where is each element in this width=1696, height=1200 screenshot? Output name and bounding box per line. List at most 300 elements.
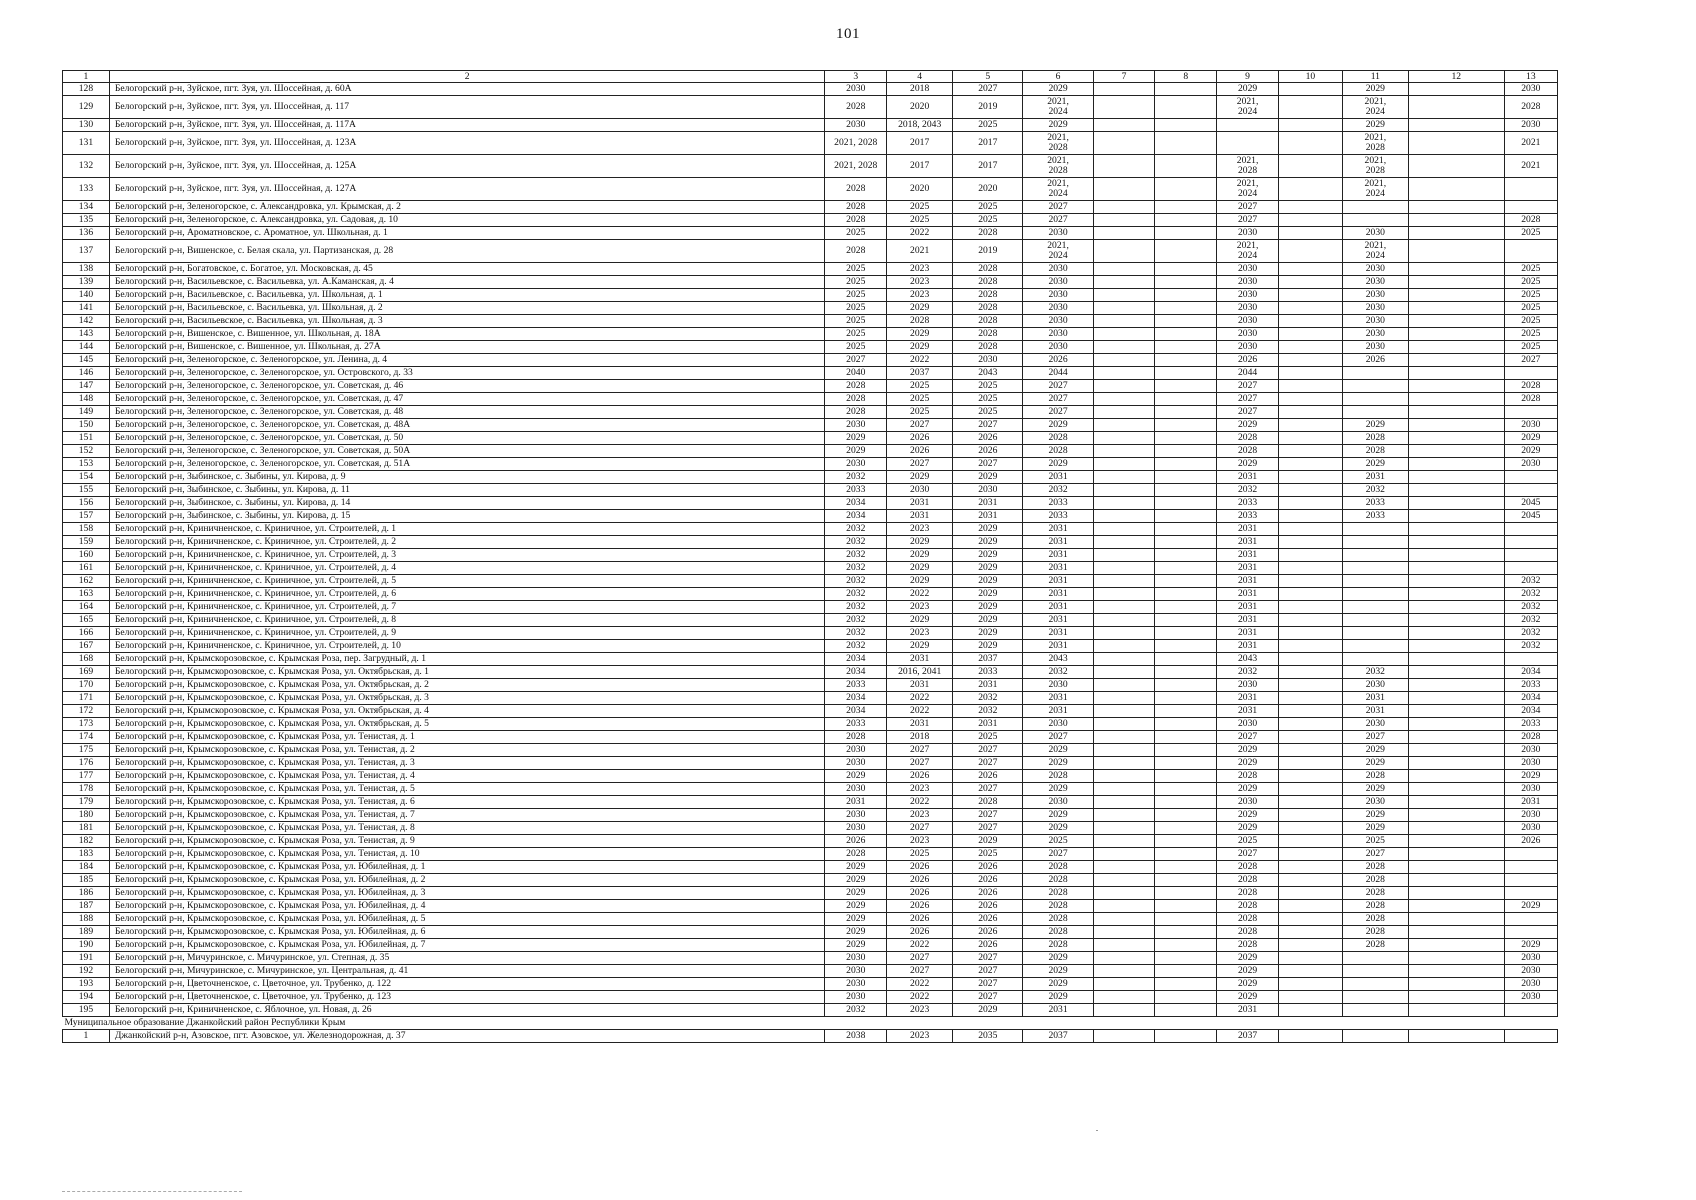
year-cell-c8 bbox=[1155, 627, 1217, 640]
row-number: 191 bbox=[63, 952, 110, 965]
year-cell-c9: 2028 bbox=[1217, 926, 1279, 939]
table-row bbox=[63, 575, 1558, 588]
year-cell-c10 bbox=[1278, 822, 1342, 835]
year-cell-c9: 2029 bbox=[1217, 783, 1279, 796]
section-title: Муниципальное образование Джанкойский район Республики Крым bbox=[63, 1017, 1558, 1030]
year-cell-c5: 2027 bbox=[953, 809, 1023, 822]
year-cell-c6: 2030 bbox=[1023, 718, 1093, 731]
row-number: 162 bbox=[63, 575, 110, 588]
address-cell: Белогорский р-н, Зеленогорское, с. Зеленогорское, ул. Советская, д. 51А bbox=[109, 458, 825, 471]
year-cell-c5: 2031 bbox=[953, 718, 1023, 731]
year-cell-c6: 2044 bbox=[1023, 367, 1093, 380]
table-row bbox=[63, 510, 1558, 523]
year-cell-c7 bbox=[1093, 263, 1155, 276]
year-cell-c3: 2029 bbox=[825, 432, 887, 445]
row-number: 165 bbox=[63, 614, 110, 627]
year-cell-c9: 2029 bbox=[1217, 952, 1279, 965]
year-cell-c13: 2033 bbox=[1504, 718, 1557, 731]
year-cell-c6: 2030 bbox=[1023, 302, 1093, 315]
year-cell-c5: 2031 bbox=[953, 679, 1023, 692]
address-cell: Белогорский р-н, Крымскорозовское, с. Крымская Роза, ул. Тенистая, д. 5 bbox=[109, 783, 825, 796]
year-cell-c5: 2027 bbox=[953, 744, 1023, 757]
row-number: 186 bbox=[63, 887, 110, 900]
year-cell-c6: 2029 bbox=[1023, 83, 1093, 96]
year-cell-c13 bbox=[1504, 1004, 1557, 1017]
table-row bbox=[63, 276, 1558, 289]
year-cell-c3: 2030 bbox=[825, 991, 887, 1004]
year-cell-c5: 2019 bbox=[953, 240, 1023, 263]
year-cell-c10 bbox=[1278, 1004, 1342, 1017]
year-cell-c3: 2028 bbox=[825, 848, 887, 861]
address-cell: Белогорский р-н, Зеленогорское, с. Зеленогорское, ул. Советская, д. 50А bbox=[109, 445, 825, 458]
year-cell-c9: 2031 bbox=[1217, 536, 1279, 549]
year-cell-c10 bbox=[1278, 214, 1342, 227]
year-cell-c6: 2028 bbox=[1023, 874, 1093, 887]
table-row bbox=[63, 367, 1558, 380]
year-cell-c7 bbox=[1093, 83, 1155, 96]
year-cell-c5: 2020 bbox=[953, 178, 1023, 201]
year-cell-c7 bbox=[1093, 315, 1155, 328]
year-cell-c12 bbox=[1408, 601, 1504, 614]
year-cell-c10 bbox=[1278, 227, 1342, 240]
year-cell-c5: 2029 bbox=[953, 640, 1023, 653]
year-cell-c8 bbox=[1155, 1030, 1217, 1043]
year-cell-c5: 2026 bbox=[953, 861, 1023, 874]
year-cell-c11: 2030 bbox=[1342, 315, 1408, 328]
year-cell-c5: 2029 bbox=[953, 627, 1023, 640]
year-cell-c4: 2023 bbox=[887, 601, 953, 614]
year-cell-c11: 2029 bbox=[1342, 783, 1408, 796]
year-cell-c13 bbox=[1504, 549, 1557, 562]
year-cell-c10 bbox=[1278, 432, 1342, 445]
year-cell-c3: 2025 bbox=[825, 302, 887, 315]
year-cell-c6: 2028 bbox=[1023, 432, 1093, 445]
year-cell-c6: 2030 bbox=[1023, 796, 1093, 809]
address-cell: Белогорский р-н, Цветочненское, с. Цветочное, ул. Трубенко, д. 123 bbox=[109, 991, 825, 1004]
year-cell-c10 bbox=[1278, 119, 1342, 132]
address-cell: Белогорский р-н, Крымскорозовское, с. Крымская Роза, ул. Тенистая, д. 10 bbox=[109, 848, 825, 861]
table-row bbox=[63, 132, 1558, 155]
year-cell-c9: 2021, 2024 bbox=[1217, 240, 1279, 263]
year-cell-c3: 2032 bbox=[825, 588, 887, 601]
year-cell-c13: 2029 bbox=[1504, 432, 1557, 445]
year-cell-c8 bbox=[1155, 614, 1217, 627]
column-number-12: 12 bbox=[1408, 71, 1504, 83]
table-row bbox=[63, 679, 1558, 692]
address-cell: Белогорский р-н, Крымскорозовское, с. Крымская Роза, ул. Тенистая, д. 8 bbox=[109, 822, 825, 835]
year-cell-c11 bbox=[1342, 536, 1408, 549]
year-cell-c12 bbox=[1408, 214, 1504, 227]
year-cell-c6: 2029 bbox=[1023, 744, 1093, 757]
year-cell-c12 bbox=[1408, 926, 1504, 939]
year-cell-c13 bbox=[1504, 178, 1557, 201]
year-cell-c4: 2029 bbox=[887, 536, 953, 549]
year-cell-c11 bbox=[1342, 380, 1408, 393]
year-cell-c10 bbox=[1278, 367, 1342, 380]
year-cell-c8 bbox=[1155, 263, 1217, 276]
year-cell-c10 bbox=[1278, 627, 1342, 640]
year-cell-c5: 2028 bbox=[953, 263, 1023, 276]
year-cell-c9: 2030 bbox=[1217, 796, 1279, 809]
table-row bbox=[63, 965, 1558, 978]
year-cell-c8 bbox=[1155, 458, 1217, 471]
year-cell-c10 bbox=[1278, 718, 1342, 731]
year-cell-c12 bbox=[1408, 445, 1504, 458]
table-row bbox=[63, 315, 1558, 328]
table-row bbox=[63, 744, 1558, 757]
table-row bbox=[63, 549, 1558, 562]
year-cell-c5: 2026 bbox=[953, 939, 1023, 952]
address-cell: Белогорский р-н, Васильевское, с. Васильевка, ул. Школьная, д. 3 bbox=[109, 315, 825, 328]
year-cell-c10 bbox=[1278, 965, 1342, 978]
year-cell-c9: 2029 bbox=[1217, 991, 1279, 1004]
year-cell-c7 bbox=[1093, 575, 1155, 588]
year-cell-c6: 2030 bbox=[1023, 227, 1093, 240]
row-number: 147 bbox=[63, 380, 110, 393]
year-cell-c8 bbox=[1155, 822, 1217, 835]
address-cell: Белогорский р-н, Крымскорозовское, с. Крымская Роза, ул. Юбилейная, д. 1 bbox=[109, 861, 825, 874]
year-cell-c7 bbox=[1093, 809, 1155, 822]
table-row bbox=[63, 289, 1558, 302]
year-cell-c10 bbox=[1278, 614, 1342, 627]
year-cell-c4: 2027 bbox=[887, 458, 953, 471]
year-cell-c12 bbox=[1408, 809, 1504, 822]
address-cell: Белогорский р-н, Ароматновское, с. Ароматное, ул. Школьная, д. 1 bbox=[109, 227, 825, 240]
year-cell-c4: 2022 bbox=[887, 354, 953, 367]
year-cell-c9: 2030 bbox=[1217, 302, 1279, 315]
year-cell-c6: 2030 bbox=[1023, 341, 1093, 354]
row-number: 163 bbox=[63, 588, 110, 601]
year-cell-c4: 2025 bbox=[887, 201, 953, 214]
year-cell-c12 bbox=[1408, 783, 1504, 796]
address-cell: Белогорский р-н, Зыбинское, с. Зыбины, ул. Кирова, д. 15 bbox=[109, 510, 825, 523]
year-cell-c9: 2029 bbox=[1217, 419, 1279, 432]
row-number: 150 bbox=[63, 419, 110, 432]
year-cell-c8 bbox=[1155, 510, 1217, 523]
year-cell-c5: 2029 bbox=[953, 601, 1023, 614]
year-cell-c8 bbox=[1155, 276, 1217, 289]
year-cell-c8 bbox=[1155, 900, 1217, 913]
year-cell-c3: 2030 bbox=[825, 119, 887, 132]
row-number: 171 bbox=[63, 692, 110, 705]
year-cell-c7 bbox=[1093, 96, 1155, 119]
row-number: 176 bbox=[63, 757, 110, 770]
address-cell: Белогорский р-н, Зуйское, пгт. Зуя, ул. Шоссейная, д. 125А bbox=[109, 155, 825, 178]
year-cell-c7 bbox=[1093, 201, 1155, 214]
year-cell-c11: 2030 bbox=[1342, 718, 1408, 731]
year-cell-c6: 2031 bbox=[1023, 614, 1093, 627]
year-cell-c10 bbox=[1278, 666, 1342, 679]
year-cell-c7 bbox=[1093, 276, 1155, 289]
address-cell: Белогорский р-н, Васильевское, с. Васильевка, ул. А.Каманская, д. 4 bbox=[109, 276, 825, 289]
year-cell-c9: 2029 bbox=[1217, 965, 1279, 978]
year-cell-c3: 2032 bbox=[825, 1004, 887, 1017]
year-cell-c5: 2031 bbox=[953, 497, 1023, 510]
year-cell-c10 bbox=[1278, 497, 1342, 510]
year-cell-c9: 2033 bbox=[1217, 497, 1279, 510]
year-cell-c8 bbox=[1155, 1004, 1217, 1017]
year-cell-c3: 2032 bbox=[825, 536, 887, 549]
year-cell-c11: 2021, 2028 bbox=[1342, 155, 1408, 178]
year-cell-c11: 2029 bbox=[1342, 744, 1408, 757]
year-cell-c11: 2032 bbox=[1342, 666, 1408, 679]
year-cell-c4: 2027 bbox=[887, 952, 953, 965]
year-cell-c12 bbox=[1408, 614, 1504, 627]
address-cell: Белогорский р-н, Криничненское, с. Яблочное, ул. Новая, д. 26 bbox=[109, 1004, 825, 1017]
year-cell-c8 bbox=[1155, 315, 1217, 328]
year-cell-c6: 2028 bbox=[1023, 861, 1093, 874]
year-cell-c7 bbox=[1093, 341, 1155, 354]
year-cell-c10 bbox=[1278, 926, 1342, 939]
year-cell-c3: 2028 bbox=[825, 214, 887, 227]
year-cell-c3: 2032 bbox=[825, 549, 887, 562]
year-cell-c5: 2028 bbox=[953, 341, 1023, 354]
row-number: 144 bbox=[63, 341, 110, 354]
address-cell: Белогорский р-н, Крымскорозовское, с. Крымская Роза, ул. Октябрьская, д. 5 bbox=[109, 718, 825, 731]
row-number: 157 bbox=[63, 510, 110, 523]
year-cell-c10 bbox=[1278, 575, 1342, 588]
year-cell-c4: 2029 bbox=[887, 614, 953, 627]
year-cell-c12 bbox=[1408, 155, 1504, 178]
year-cell-c9: 2043 bbox=[1217, 653, 1279, 666]
year-cell-c12 bbox=[1408, 510, 1504, 523]
year-cell-c4: 2020 bbox=[887, 96, 953, 119]
year-cell-c8 bbox=[1155, 155, 1217, 178]
year-cell-c3: 2025 bbox=[825, 276, 887, 289]
table-body bbox=[63, 83, 1558, 1043]
year-cell-c9: 2027 bbox=[1217, 731, 1279, 744]
column-number-4: 4 bbox=[887, 71, 953, 83]
year-cell-c6: 2029 bbox=[1023, 978, 1093, 991]
table-row bbox=[63, 770, 1558, 783]
year-cell-c9: 2032 bbox=[1217, 484, 1279, 497]
table-row bbox=[63, 380, 1558, 393]
year-cell-c4: 2027 bbox=[887, 419, 953, 432]
year-cell-c12 bbox=[1408, 939, 1504, 952]
address-cell: Белогорский р-н, Криничненское, с. Криничное, ул. Строителей, д. 4 bbox=[109, 562, 825, 575]
year-cell-c4: 2027 bbox=[887, 757, 953, 770]
address-cell: Белогорский р-н, Зеленогорское, с. Александровка, ул. Крымская, д. 2 bbox=[109, 201, 825, 214]
row-number: 134 bbox=[63, 201, 110, 214]
year-cell-c13: 2026 bbox=[1504, 835, 1557, 848]
year-cell-c10 bbox=[1278, 770, 1342, 783]
address-cell: Белогорский р-н, Крымскорозовское, с. Крымская Роза, ул. Юбилейная, д. 7 bbox=[109, 939, 825, 952]
table-row bbox=[63, 900, 1558, 913]
year-cell-c10 bbox=[1278, 406, 1342, 419]
year-cell-c9: 2027 bbox=[1217, 214, 1279, 227]
year-cell-c4: 2029 bbox=[887, 341, 953, 354]
row-number: 138 bbox=[63, 263, 110, 276]
year-cell-c6: 2028 bbox=[1023, 900, 1093, 913]
year-cell-c8 bbox=[1155, 83, 1217, 96]
year-cell-c10 bbox=[1278, 302, 1342, 315]
row-number: 179 bbox=[63, 796, 110, 809]
year-cell-c10 bbox=[1278, 96, 1342, 119]
table-row bbox=[63, 406, 1558, 419]
year-cell-c4: 2031 bbox=[887, 653, 953, 666]
year-cell-c10 bbox=[1278, 240, 1342, 263]
year-cell-c6: 2030 bbox=[1023, 315, 1093, 328]
year-cell-c11: 2029 bbox=[1342, 83, 1408, 96]
year-cell-c12 bbox=[1408, 393, 1504, 406]
year-cell-c12 bbox=[1408, 380, 1504, 393]
year-cell-c12 bbox=[1408, 822, 1504, 835]
year-cell-c13: 2032 bbox=[1504, 588, 1557, 601]
year-cell-c4: 2031 bbox=[887, 497, 953, 510]
year-cell-c13 bbox=[1504, 1030, 1557, 1043]
table-row bbox=[63, 653, 1558, 666]
year-cell-c13: 2031 bbox=[1504, 796, 1557, 809]
table-row bbox=[63, 783, 1558, 796]
year-cell-c9: 2030 bbox=[1217, 315, 1279, 328]
address-cell: Белогорский р-н, Крымскорозовское, с. Крымская Роза, ул. Тенистая, д. 7 bbox=[109, 809, 825, 822]
year-cell-c7 bbox=[1093, 991, 1155, 1004]
year-cell-c5: 2028 bbox=[953, 796, 1023, 809]
year-cell-c10 bbox=[1278, 510, 1342, 523]
year-cell-c7 bbox=[1093, 497, 1155, 510]
year-cell-c8 bbox=[1155, 536, 1217, 549]
year-cell-c8 bbox=[1155, 302, 1217, 315]
row-number: 139 bbox=[63, 276, 110, 289]
year-cell-c5: 2032 bbox=[953, 692, 1023, 705]
year-cell-c4: 2022 bbox=[887, 991, 953, 1004]
year-cell-c6: 2029 bbox=[1023, 809, 1093, 822]
table-row bbox=[63, 432, 1558, 445]
year-cell-c13 bbox=[1504, 913, 1557, 926]
year-cell-c3: 2032 bbox=[825, 562, 887, 575]
table-row bbox=[63, 419, 1558, 432]
table-row bbox=[63, 861, 1558, 874]
year-cell-c4: 2022 bbox=[887, 588, 953, 601]
year-cell-c4: 2029 bbox=[887, 575, 953, 588]
year-cell-c9: 2031 bbox=[1217, 562, 1279, 575]
table-row bbox=[63, 1004, 1558, 1017]
year-cell-c5: 2035 bbox=[953, 1030, 1023, 1043]
year-cell-c12 bbox=[1408, 497, 1504, 510]
year-cell-c9: 2028 bbox=[1217, 874, 1279, 887]
year-cell-c13: 2025 bbox=[1504, 227, 1557, 240]
table-row bbox=[63, 497, 1558, 510]
year-cell-c9: 2027 bbox=[1217, 393, 1279, 406]
year-cell-c5: 2029 bbox=[953, 575, 1023, 588]
year-cell-c5: 2026 bbox=[953, 874, 1023, 887]
year-cell-c4: 2025 bbox=[887, 380, 953, 393]
year-cell-c7 bbox=[1093, 965, 1155, 978]
year-cell-c6: 2028 bbox=[1023, 913, 1093, 926]
table-row bbox=[63, 835, 1558, 848]
year-cell-c7 bbox=[1093, 393, 1155, 406]
table-row bbox=[63, 471, 1558, 484]
year-cell-c8 bbox=[1155, 119, 1217, 132]
year-cell-c7 bbox=[1093, 757, 1155, 770]
year-cell-c7 bbox=[1093, 1030, 1155, 1043]
table-row bbox=[63, 263, 1558, 276]
year-cell-c11: 2028 bbox=[1342, 432, 1408, 445]
year-cell-c13: 2027 bbox=[1504, 354, 1557, 367]
year-cell-c10 bbox=[1278, 744, 1342, 757]
year-cell-c12 bbox=[1408, 640, 1504, 653]
year-cell-c13 bbox=[1504, 874, 1557, 887]
year-cell-c12 bbox=[1408, 458, 1504, 471]
row-number: 173 bbox=[63, 718, 110, 731]
year-cell-c10 bbox=[1278, 887, 1342, 900]
year-cell-c11: 2021, 2024 bbox=[1342, 96, 1408, 119]
year-cell-c3: 2029 bbox=[825, 939, 887, 952]
year-cell-c7 bbox=[1093, 913, 1155, 926]
row-number: 128 bbox=[63, 83, 110, 96]
table-row bbox=[63, 588, 1558, 601]
year-cell-c3: 2032 bbox=[825, 614, 887, 627]
row-number: 192 bbox=[63, 965, 110, 978]
year-cell-c11 bbox=[1342, 523, 1408, 536]
table-header bbox=[63, 71, 1558, 83]
year-cell-c3: 2025 bbox=[825, 341, 887, 354]
year-cell-c10 bbox=[1278, 952, 1342, 965]
year-cell-c4: 2018 bbox=[887, 83, 953, 96]
address-cell: Белогорский р-н, Зуйское, пгт. Зуя, ул. Шоссейная, д. 60А bbox=[109, 83, 825, 96]
year-cell-c8 bbox=[1155, 770, 1217, 783]
table-row bbox=[63, 809, 1558, 822]
table-row bbox=[63, 96, 1558, 119]
year-cell-c7 bbox=[1093, 302, 1155, 315]
year-cell-c5: 2027 bbox=[953, 419, 1023, 432]
year-cell-c6: 2031 bbox=[1023, 627, 1093, 640]
year-cell-c13: 2028 bbox=[1504, 214, 1557, 227]
year-cell-c5: 2029 bbox=[953, 1004, 1023, 1017]
year-cell-c4: 2026 bbox=[887, 874, 953, 887]
year-cell-c9: 2031 bbox=[1217, 588, 1279, 601]
row-number: 164 bbox=[63, 601, 110, 614]
year-cell-c12 bbox=[1408, 653, 1504, 666]
year-cell-c5: 2027 bbox=[953, 952, 1023, 965]
table-row bbox=[63, 848, 1558, 861]
year-cell-c4: 2027 bbox=[887, 744, 953, 757]
year-cell-c10 bbox=[1278, 132, 1342, 155]
year-cell-c7 bbox=[1093, 627, 1155, 640]
year-cell-c9: 2025 bbox=[1217, 835, 1279, 848]
year-cell-c10 bbox=[1278, 588, 1342, 601]
year-cell-c3: 2030 bbox=[825, 809, 887, 822]
year-cell-c6: 2029 bbox=[1023, 952, 1093, 965]
year-cell-c6: 2027 bbox=[1023, 406, 1093, 419]
year-cell-c12 bbox=[1408, 588, 1504, 601]
year-cell-c8 bbox=[1155, 367, 1217, 380]
year-cell-c10 bbox=[1278, 705, 1342, 718]
address-cell: Белогорский р-н, Зеленогорское, с. Зеленогорское, ул. Советская, д. 46 bbox=[109, 380, 825, 393]
column-number-6: 6 bbox=[1023, 71, 1093, 83]
year-cell-c7 bbox=[1093, 432, 1155, 445]
year-cell-c5: 2029 bbox=[953, 536, 1023, 549]
year-cell-c5: 2037 bbox=[953, 653, 1023, 666]
year-cell-c11 bbox=[1342, 393, 1408, 406]
year-cell-c12 bbox=[1408, 744, 1504, 757]
year-cell-c5: 2027 bbox=[953, 783, 1023, 796]
year-cell-c6: 2031 bbox=[1023, 588, 1093, 601]
year-cell-c3: 2034 bbox=[825, 666, 887, 679]
year-cell-c12 bbox=[1408, 1030, 1504, 1043]
year-cell-c5: 2025 bbox=[953, 848, 1023, 861]
year-cell-c3: 2030 bbox=[825, 822, 887, 835]
year-cell-c5: 2032 bbox=[953, 705, 1023, 718]
table-row bbox=[63, 757, 1558, 770]
year-cell-c10 bbox=[1278, 458, 1342, 471]
year-cell-c10 bbox=[1278, 419, 1342, 432]
year-cell-c6: 2021, 2024 bbox=[1023, 178, 1093, 201]
year-cell-c13: 2030 bbox=[1504, 965, 1557, 978]
year-cell-c3: 2028 bbox=[825, 380, 887, 393]
year-cell-c3: 2038 bbox=[825, 1030, 887, 1043]
year-cell-c4: 2022 bbox=[887, 796, 953, 809]
